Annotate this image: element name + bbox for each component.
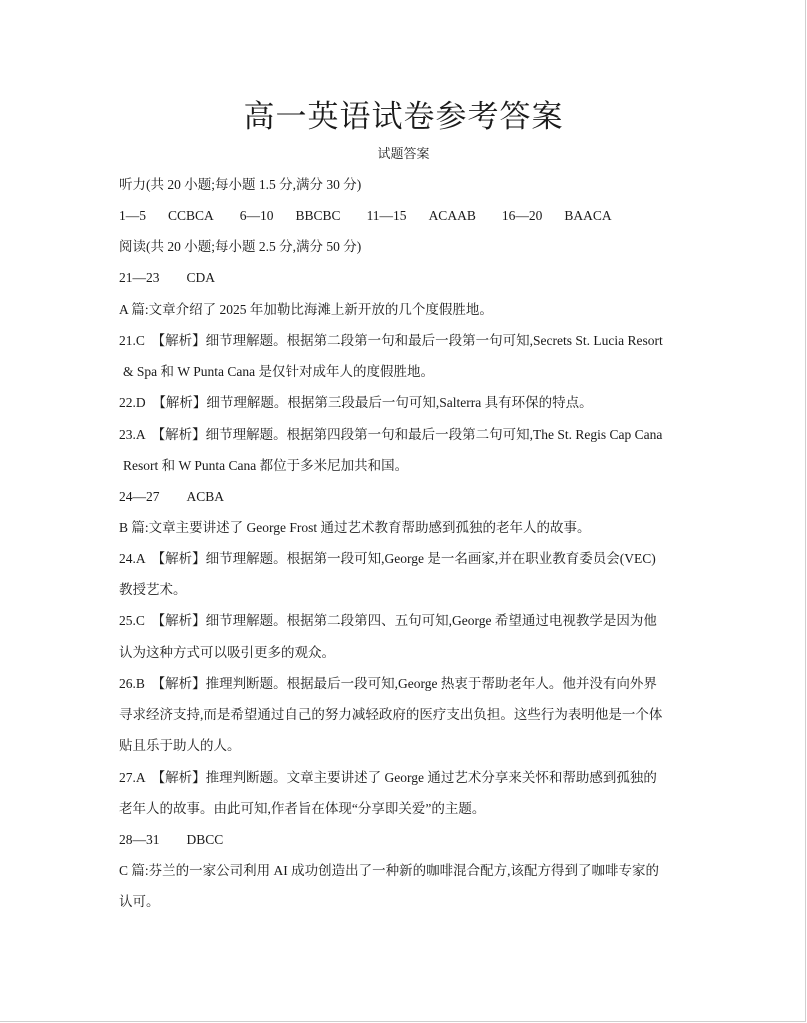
reading-heading: 阅读(共 20 小题;每小题 2.5 分,满分 50 分) — [119, 239, 362, 254]
answer-keys: BBCBC — [295, 208, 341, 223]
passage-c-summary: C 篇:芬兰的一家公司利用 AI 成功创造出了一种新的咖啡混合配方,该配方得到了咖啡专家的 — [119, 863, 659, 878]
listening-heading: 听力(共 20 小题;每小题 1.5 分,满分 30 分) — [119, 177, 362, 192]
answer-range: 1—5 — [119, 208, 146, 223]
explanation-27-cont: 老年人的故事。由此可知,作者旨在体现“分享即关爱”的主题。 — [119, 801, 486, 816]
explanation-22: 22.D 【解析】细节理解题。根据第三段最后一句可知,Salterra 具有环保的特点。 — [119, 395, 593, 410]
explanation-25: 25.C 【解析】细节理解题。根据第二段第四、五句可知,George 希望通过电视教学是因为他 — [119, 613, 657, 628]
answer-group-21-23: 21—23 CDA — [119, 270, 216, 285]
answer-keys: ACAAB — [428, 208, 476, 223]
page-title: 高一英语试卷参考答案 — [243, 99, 564, 135]
explanation-26: 26.B 【解析】推理判断题。根据最后一段可知,George 热衷于帮助老年人。他并没有向外界 — [119, 676, 657, 691]
explanation-25-cont: 认为这种方式可以吸引更多的观众。 — [119, 645, 335, 660]
explanation-26-cont2: 贴且乐于助人的人。 — [119, 738, 241, 753]
explanation-24-cont: 教授艺术。 — [119, 582, 187, 597]
passage-a-summary: A 篇:文章介绍了 2025 年加勒比海滩上新开放的几个度假胜地。 — [119, 302, 493, 317]
answer-group-28-31: 28—31 DBCC — [119, 832, 224, 847]
listening-answer-row — [119, 207, 638, 225]
explanation-27: 27.A 【解析】推理判断题。文章主要讲述了 George 通过艺术分享来关怀和帮助感到孤独的 — [119, 770, 657, 785]
page-subtitle: 试题答案 — [377, 146, 430, 161]
answer-group-24-27: 24—27 ACBA — [119, 489, 225, 504]
passage-b-summary: B 篇:文章主要讲述了 George Frost 通过艺术教育帮助感到孤独的老年人的故事。 — [119, 520, 591, 535]
explanation-24: 24.A 【解析】细节理解题。根据第一段可知,George 是一名画家,并在职业教育委员会(VEC) — [119, 551, 656, 566]
answer-keys: CCBCA — [168, 208, 214, 223]
explanation-26-cont: 寻求经济支持,而是希望通过自己的努力减轻政府的医疗支出负担。这些行为表明他是一个体 — [119, 707, 663, 722]
answer-keys: BAACA — [564, 208, 612, 223]
explanation-23: 23.A 【解析】细节理解题。根据第四段第一句和最后一段第二句可知,The St. Regis Cap Cana — [119, 427, 663, 442]
passage-c-summary-cont: 认可。 — [119, 894, 160, 909]
explanation-21: 21.C 【解析】细节理解题。根据第二段第一句和最后一段第一句可知,Secrets St. Lucia Resort — [119, 333, 663, 348]
explanation-23-cont: Resort 和 W Punta Cana 都位于多米尼加共和国。 — [123, 458, 409, 473]
explanation-21-cont: & Spa 和 W Punta Cana 是仅针对成年人的度假胜地。 — [123, 364, 434, 379]
answer-range: 16—20 — [501, 208, 543, 223]
answer-range: 11—15 — [366, 208, 407, 223]
answer-range: 6—10 — [239, 208, 274, 223]
